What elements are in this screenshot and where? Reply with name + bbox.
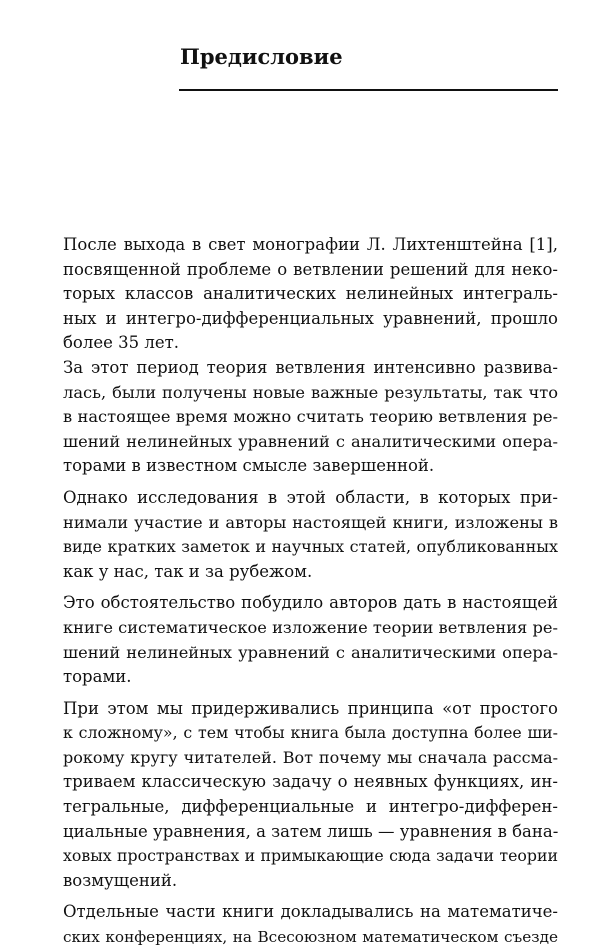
- paragraph-4: [63, 591, 558, 689]
- text-line: Это обстоятельство побудило авторов дать в настоящей: [63, 593, 558, 613]
- text-line: шений нелинейных уравнений с аналитическими опера-: [63, 642, 558, 662]
- text-line: ховых пространствах и примыкающие сюда задачи теории: [63, 846, 558, 866]
- paragraph-gap: [63, 893, 558, 900]
- text-line: ных и интегро-дифференциальных уравнений, прошло: [63, 308, 558, 328]
- text-line: тегральные, дифференциальные и интегро-дифферен-: [63, 797, 558, 817]
- paragraph-1: [63, 233, 558, 356]
- page-title: Предисловие: [180, 44, 343, 69]
- text-line: нимали участие и авторы настоящей книги, изложены в: [63, 512, 558, 532]
- text-line: триваем классическую задачу о неявных функциях, ин-: [63, 772, 558, 792]
- paragraph-gap: [63, 690, 558, 697]
- paragraph-gap: [63, 584, 558, 591]
- text-line: ских конференциях, на Всесоюзном математическом съезде: [63, 928, 558, 947]
- text-line: торами.: [63, 667, 132, 687]
- text-line: Однако исследования в этой области, в которых при-: [63, 487, 558, 507]
- text-line: За этот период теория ветвления интенсивно развива-: [63, 357, 558, 377]
- text-line: шений нелинейных уравнений с аналитическими опера-: [63, 431, 558, 451]
- paragraph-5: [63, 697, 558, 894]
- paragraph-6: [63, 900, 558, 949]
- text-line: рокому кругу читателей. Вот почему мы сначала рассма-: [63, 747, 558, 767]
- paragraph-gap: [63, 479, 558, 486]
- text-line: При этом мы придерживались принципа «от простого: [63, 698, 558, 718]
- title-rule: [179, 89, 558, 91]
- body-text: [63, 233, 558, 950]
- text-line: После выхода в свет монографии Л. Лихтенштейна [1],: [63, 235, 558, 254]
- text-line: лась, были получены новые важные результаты, так что: [63, 382, 558, 402]
- text-line: торых классов аналитических нелинейных интеграль-: [63, 284, 558, 304]
- text-line: в настоящее время можно считать теорию ветвления ре-: [63, 407, 558, 427]
- text-line: виде кратких заметок и научных статей, опубликованных: [63, 537, 558, 557]
- text-line: возмущений.: [63, 870, 178, 890]
- text-line: Отдельные части книги докладывались на математиче-: [63, 902, 558, 922]
- text-line: циальные уравнения, а затем лишь — уравнения в бана-: [63, 821, 559, 841]
- text-line: книге систематическое изложение теории ветвления ре-: [63, 617, 558, 637]
- paragraph-2: [63, 356, 558, 479]
- paragraph-3: [63, 486, 558, 584]
- text-line: к сложному», с тем чтобы книга была доступна более ши-: [63, 723, 558, 743]
- text-line: как у нас, так и за рубежом.: [63, 561, 313, 581]
- text-line: более 35 лет.: [63, 333, 179, 353]
- text-line: торами в известном смысле завершенной.: [63, 456, 435, 476]
- text-line: посвященной проблеме о ветвлении решений для неко-: [63, 259, 558, 279]
